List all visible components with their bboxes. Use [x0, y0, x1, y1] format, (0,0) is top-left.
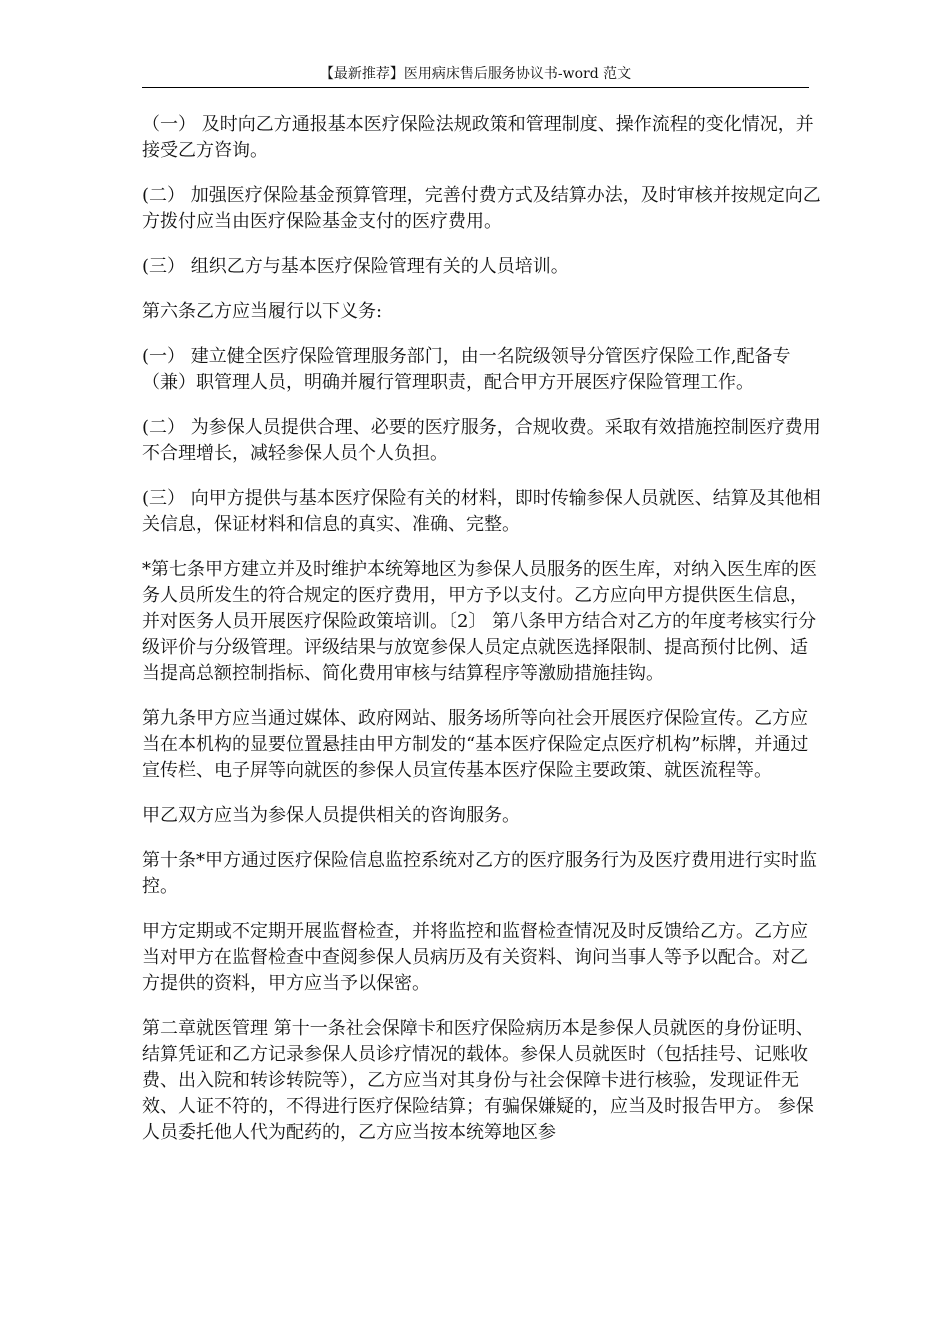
paragraph: 甲方定期或不定期开展监督检查，并将监控和监督检查情况及时反馈给乙方。乙方应当对甲方在监督检查中查阅参保人员病历及有关资料、询问当事人等予以配合。对乙方提供的资料，甲方应当予以保密。 [142, 921, 808, 994]
paragraph: 第十条*甲方通过医疗保险信息监控系统对乙方的医疗服务行为及医疗费用进行实时监控。 [142, 850, 817, 897]
paragraph: (二） 加强医疗保险基金预算管理，完善付费方式及结算办法，及时审核并按规定向乙方拨付应当由医疗保险基金支付的医疗费用。 [142, 185, 821, 232]
paragraph: (三） 组织乙方与基本医疗保险管理有关的人员培训。 [142, 256, 569, 277]
paragraph: 第六条乙方应当履行以下义务: [142, 301, 383, 322]
paragraph: (三） 向甲方提供与基本医疗保险有关的材料，即时传输参保人员就医、结算及其他相关信息，保证材料和信息的真实、准确、完整。 [142, 488, 821, 535]
page-header: 【最新推荐】医用病床售后服务协议书-word 范文 [142, 62, 809, 88]
paragraph: (一） 建立健全医疗保险管理服务部门，由一名院级领导分管医疗保险工作,配备专（兼）职管理人员，明确并履行管理职责，配合甲方开展医疗保险管理工作。 [142, 346, 791, 393]
paragraph: 甲乙双方应当为参保人员提供相关的咨询服务。 [142, 805, 520, 826]
paragraph: *第七条甲方建立并及时维护本统筹地区为参保人员服务的医生库，对纳入医生库的医务人员所发生的符合规定的医疗费用，甲方予以支付。乙方应向甲方提供医生信息，并对医务人员开展医疗保险政策培训。〔2〕 第八条甲方结合对乙方的年度考核实行分级评价与分级管理。评级结果与放宽参保人员定点就医选择限制、提高预付比例、适当提高总额控制指标、简化费用审核与结算程序等激励措施挂钩。 [142, 559, 817, 684]
document-body [142, 112, 822, 1165]
paragraph: 第二章就医管理 第十一条社会保障卡和医疗保险病历本是参保人员就医的身份证明、结算凭证和乙方记录参保人员诊疗情况的载体。参保人员就医时（包括挂号、记账收费、出入院和转诊转院等），乙方应当对其身份与社会保障卡进行核验，发现证件无效、人证不符的，不得进行医疗保险结算；有骗保嫌疑的，应当及时报告甲方。 参保人员委托他人代为配药的，乙方应当按本统筹地区参 [142, 1018, 814, 1143]
paragraph: 第九条甲方应当通过媒体、政府网站、服务场所等向社会开展医疗保险宣传。乙方应当在本机构的显要位置悬挂由甲方制发的“基本医疗保险定点医疗机构”标牌，并通过宣传栏、电子屏等向就医的参保人员宣传基本医疗保险主要政策、就医流程等。 [142, 708, 809, 781]
paragraph: (二） 为参保人员提供合理、必要的医疗服务，合规收费。采取有效措施控制医疗费用不合理增长，减轻参保人员个人负担。 [142, 417, 821, 464]
paragraph: （一） 及时向乙方通报基本医疗保险法规政策和管理制度、操作流程的变化情况，并接受乙方咨询。 [142, 114, 814, 161]
